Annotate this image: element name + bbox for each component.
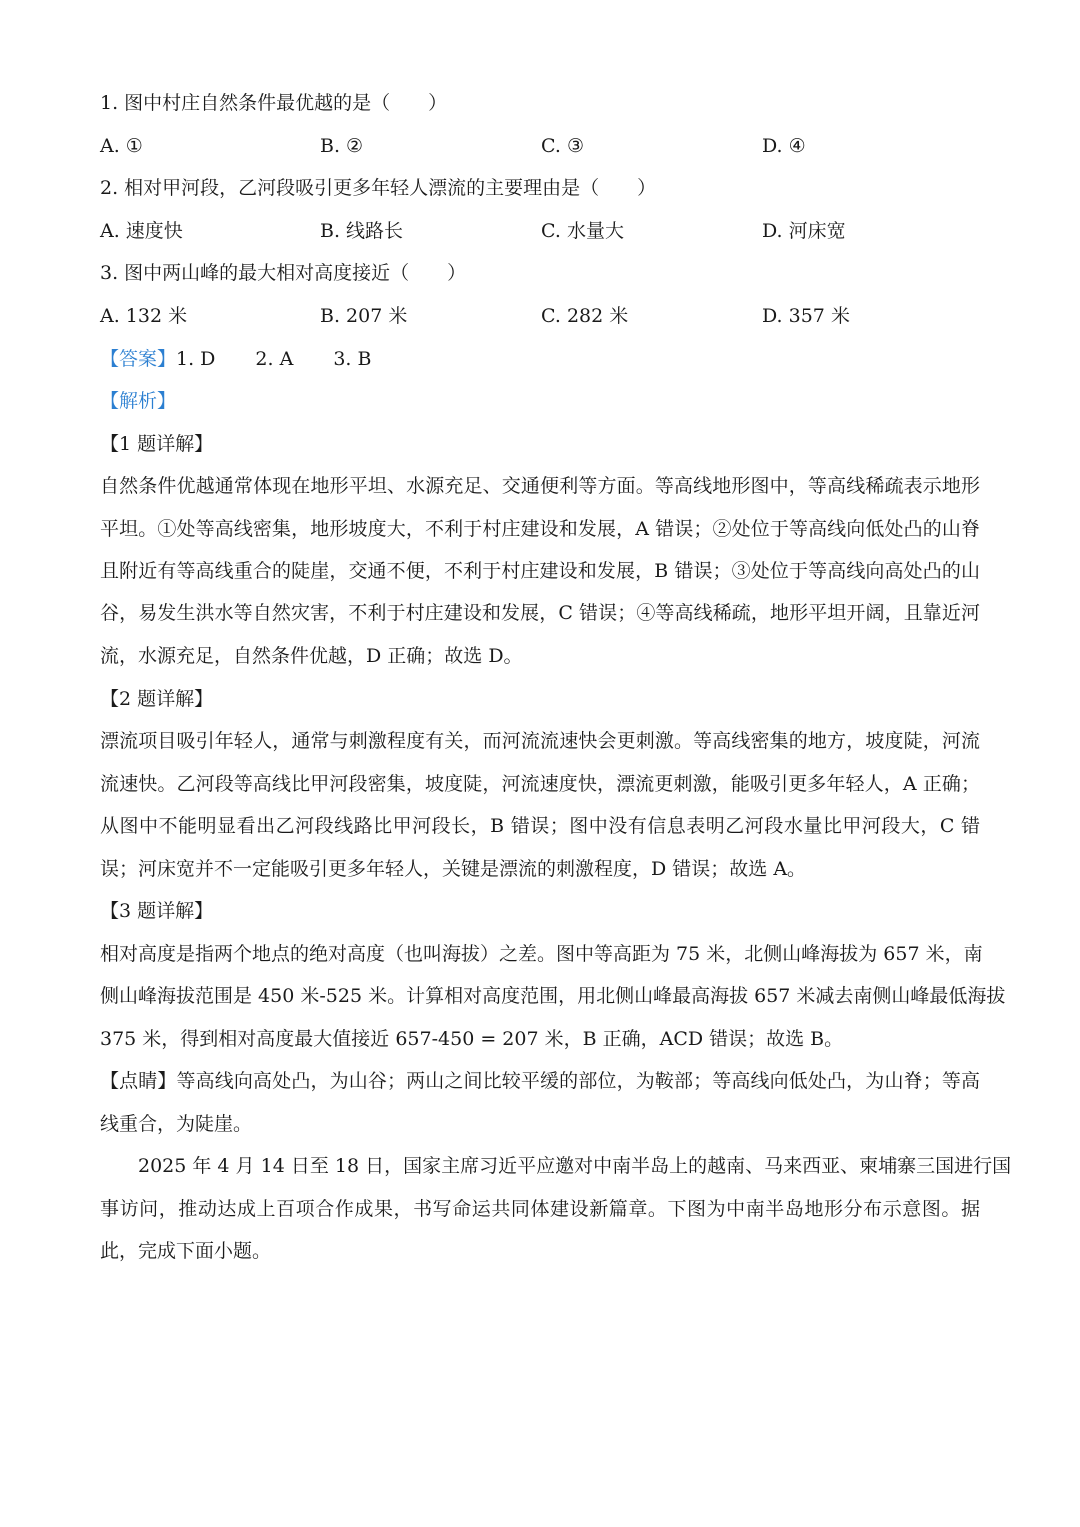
q2-option-a: A. 速度快 [100, 220, 183, 242]
detail-1-title: 【1 题详解】 [100, 433, 214, 455]
detail-3-title: 【3 题详解】 [100, 900, 214, 922]
detail-1-line: 自然条件优越通常体现在地形平坦、水源充足、交通便利等方面。等高线地形图中，等高线稀疏表示地形 [100, 475, 980, 497]
detail-1-line: 流，水源充足，自然条件优越，D 正确；故选 D。 [100, 645, 523, 667]
tip-line: 线重合，为陡崖。 [100, 1113, 253, 1135]
answer-item-3: 3. B [333, 348, 372, 370]
tip-label: 【点睛】 [100, 1070, 177, 1092]
q2-option-d: D. 河床宽 [762, 220, 846, 242]
detail-1-line: 谷，易发生洪水等自然灾害，不利于村庄建设和发展，C 错误；④等高线稀疏，地形平坦开阔，且靠近河 [100, 602, 980, 624]
detail-2-line: 误；河床宽并不一定能吸引更多年轻人，关键是漂流的刺激程度，D 错误；故选 A。 [100, 858, 807, 880]
q1-option-d: D. ④ [762, 135, 806, 157]
question-1-stem: 1. 图中村庄自然条件最优越的是（ ） [100, 92, 448, 114]
answer-label: 【答案】 [100, 348, 177, 370]
q3-option-c: C. 282 米 [541, 305, 629, 327]
q1-option-c: C. ③ [541, 135, 584, 157]
q3-option-b: B. 207 米 [320, 305, 408, 327]
analysis-label: 【解析】 [100, 390, 177, 412]
detail-2-line: 从图中不能明显看出乙河段线路比甲河段长，B 错误；图中没有信息表明乙河段水量比甲河段大，C 错 [100, 815, 980, 837]
detail-3-line: 相对高度是指两个地点的绝对高度（也叫海拔）之差。图中等高距为 75 米，北侧山峰海拔为 657 米，南 [100, 943, 983, 965]
detail-3-line: 侧山峰海拔范围是 450 米-525 米。计算相对高度范围，用北侧山峰最高海拔 657 米减去南侧山峰最低海拔 [100, 985, 1006, 1007]
q3-option-a: A. 132 米 [100, 305, 188, 327]
answer-item-2: 2. A [255, 348, 294, 370]
intro-line: 事访问，推动达成上百项合作成果，书写命运共同体建设新篇章。下图为中南半岛地形分布示意图。据 [100, 1198, 980, 1220]
answer-line [100, 346, 980, 372]
q1-option-a: A. ① [100, 135, 143, 157]
answer-item-1: 1. D [176, 348, 216, 370]
question-2-stem: 2. 相对甲河段，乙河段吸引更多年轻人漂流的主要理由是（ ） [100, 177, 657, 199]
tip-text: 等高线向高处凸，为山谷；两山之间比较平缓的部位，为鞍部；等高线向低处凸，为山脊；等高 [176, 1070, 980, 1092]
q3-option-d: D. 357 米 [762, 305, 850, 327]
q1-option-b: B. ② [320, 135, 364, 157]
tip-line [100, 1068, 980, 1094]
detail-1-line: 平坦。①处等高线密集，地形坡度大，不利于村庄建设和发展，A 错误；②处位于等高线向低处凸的山脊 [100, 518, 980, 540]
detail-2-title: 【2 题详解】 [100, 688, 214, 710]
question-3-stem: 3. 图中两山峰的最大相对高度接近（ ） [100, 262, 467, 284]
intro-line: 2025 年 4 月 14 日至 18 日，国家主席习近平应邀对中南半岛上的越南、马来西亚、柬埔寨三国进行国 [138, 1155, 1012, 1177]
detail-1-line: 且附近有等高线重合的陡崖，交通不便，不利于村庄建设和发展，B 错误；③处位于等高线向高处凸的山 [100, 560, 980, 582]
detail-2-line: 流速快。乙河段等高线比甲河段密集，坡度陡，河流速度快，漂流更刺激，能吸引更多年轻人，A 正确； [100, 773, 980, 795]
detail-3-line: 375 米，得到相对高度最大值接近 657-450 = 207 米，B 正确，ACD 错误；故选 B。 [100, 1028, 844, 1050]
q2-option-b: B. 线路长 [320, 220, 404, 242]
detail-2-line: 漂流项目吸引年轻人，通常与刺激程度有关，而河流流速快会更刺激。等高线密集的地方，坡度陡，河流 [100, 730, 980, 752]
intro-line: 此，完成下面小题。 [100, 1240, 272, 1262]
q2-option-c: C. 水量大 [541, 220, 624, 242]
